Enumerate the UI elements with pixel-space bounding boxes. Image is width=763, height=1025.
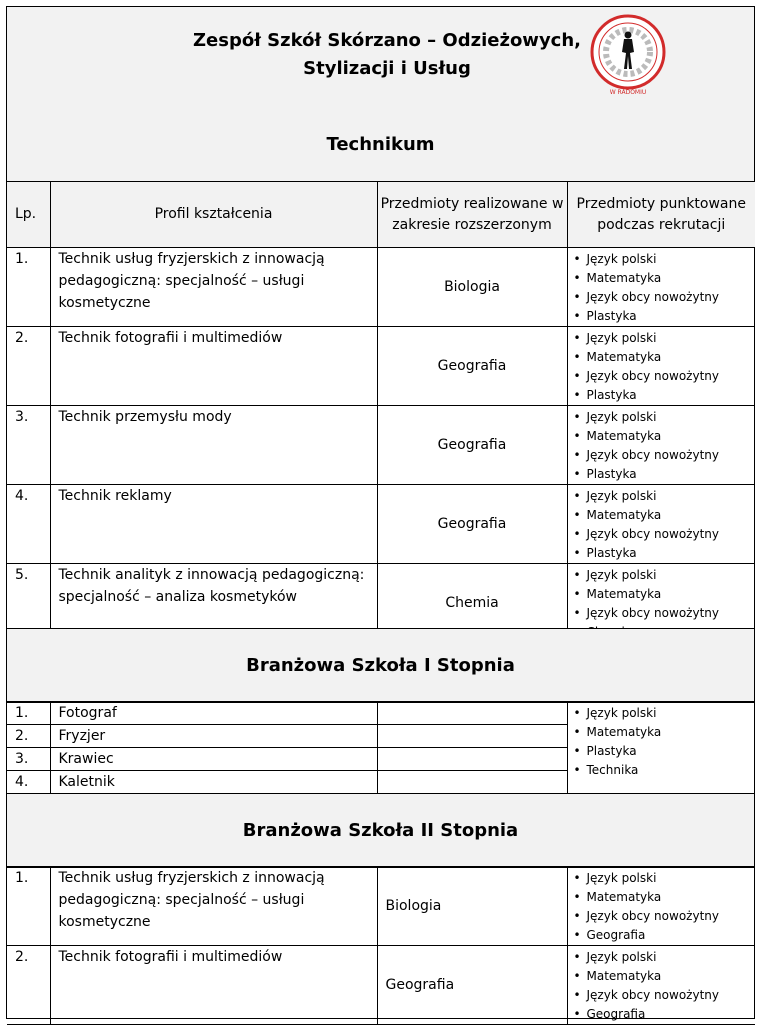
technikum-table — [7, 181, 755, 643]
column-header-profile: Profil kształcenia — [50, 182, 377, 248]
scored-subjects — [567, 485, 755, 564]
list-item: • Język obcy nowożytny — [574, 367, 756, 386]
row-number: 2. — [7, 327, 50, 406]
list-item: • Matematyka — [574, 506, 756, 525]
svg-text:W RADOMIU: W RADOMIU — [609, 89, 647, 96]
extended-subject: Geografia — [377, 485, 567, 564]
table-row — [7, 702, 755, 725]
profile-name: Fryzjer — [50, 725, 377, 748]
list-item: • Język polski — [574, 948, 756, 967]
profile-name: Technik fotografii i multimediów — [50, 946, 377, 1025]
scored-subjects — [567, 406, 755, 485]
list-item: • Język polski — [574, 329, 756, 348]
table-row — [7, 406, 755, 485]
row-number: 3. — [7, 406, 50, 485]
list-item: • Język polski — [574, 869, 756, 888]
list-item: • Matematyka — [574, 888, 756, 907]
list-item: • Język obcy nowożytny — [574, 525, 756, 544]
section-title: Branżowa Szkoła II Stopnia — [242, 820, 519, 841]
table-header-row — [7, 182, 755, 248]
extended-subject — [377, 748, 567, 771]
list-item: • Matematyka — [574, 269, 756, 288]
list-item: • Język polski — [574, 250, 756, 269]
row-number: 2. — [7, 946, 50, 1025]
row-number: 5. — [7, 564, 50, 643]
table-row — [7, 327, 755, 406]
extended-subject — [377, 771, 567, 794]
list-item: • Język obcy nowożytny — [574, 604, 756, 623]
section-title: Branżowa Szkoła I Stopnia — [246, 655, 515, 676]
branzowa-2-table — [7, 866, 755, 1025]
document-page — [6, 6, 755, 1019]
column-header-scored: Przedmioty punktowane podczas rekrutacji — [567, 182, 755, 248]
school-logo-icon — [589, 12, 667, 104]
row-number: 1. — [7, 248, 50, 327]
list-item: • Matematyka — [574, 348, 756, 367]
scored-subjects — [567, 327, 755, 406]
extended-subject: Chemia — [377, 564, 567, 643]
profile-name: Fotograf — [50, 702, 377, 725]
list-item: • Matematyka — [574, 723, 756, 742]
list-item: • Język obcy nowożytny — [574, 288, 756, 307]
column-header-extended: Przedmioty realizowane w zakresie rozszerzonym — [377, 182, 567, 248]
extended-subject: Geografia — [377, 946, 567, 1025]
profile-name: Technik reklamy — [50, 485, 377, 564]
list-item: • Matematyka — [574, 585, 756, 604]
row-number: 3. — [7, 748, 50, 771]
extended-subject: Biologia — [377, 248, 567, 327]
table-row — [7, 867, 755, 946]
list-item: • Język polski — [574, 704, 756, 723]
scored-subjects — [567, 248, 755, 327]
extended-subject: Geografia — [377, 327, 567, 406]
row-number: 4. — [7, 771, 50, 794]
row-number: 2. — [7, 725, 50, 748]
document-header — [7, 7, 754, 109]
column-header-lp: Lp. — [7, 182, 50, 248]
profile-name: Kaletnik — [50, 771, 377, 794]
row-number: 1. — [7, 702, 50, 725]
section-branzowa-2 — [7, 793, 754, 868]
profile-name: Krawiec — [50, 748, 377, 771]
list-item: • Język obcy nowożytny — [574, 907, 756, 926]
row-number: 1. — [7, 867, 50, 946]
list-item: • Technika — [574, 761, 756, 780]
list-item: • Język polski — [574, 566, 756, 585]
table-row — [7, 248, 755, 327]
extended-subject — [377, 725, 567, 748]
extended-subject: Biologia — [377, 867, 567, 946]
table-row — [7, 946, 755, 1025]
list-item: • Plastyka — [574, 465, 756, 484]
list-item: • Plastyka — [574, 742, 756, 761]
school-name-line2: Stylizacji i Usług — [303, 58, 471, 79]
list-item: • Plastyka — [574, 386, 756, 405]
scored-subjects — [567, 946, 755, 1025]
scored-subjects — [567, 702, 755, 794]
section-branzowa-1 — [7, 628, 754, 703]
list-item: • Matematyka — [574, 967, 756, 986]
section-technikum — [7, 108, 754, 182]
list-item: • Plastyka — [574, 307, 756, 326]
branzowa-1-table — [7, 701, 755, 794]
list-item: • Język polski — [574, 487, 756, 506]
list-item: • Matematyka — [574, 427, 756, 446]
scored-subjects — [567, 867, 755, 946]
list-item: • Język polski — [574, 408, 756, 427]
extended-subject — [377, 702, 567, 725]
list-item: • Plastyka — [574, 544, 756, 563]
list-item: • Geografia — [574, 1005, 756, 1024]
row-number: 4. — [7, 485, 50, 564]
section-title: Technikum — [326, 134, 435, 155]
list-item: • Język obcy nowożytny — [574, 446, 756, 465]
list-item: • Język obcy nowożytny — [574, 986, 756, 1005]
profile-name: Technik usług fryzjerskich z innowacją pedagogiczną: specjalność – usługi kosmetyczne — [50, 867, 377, 946]
school-name-line1: Zespół Szkół Skórzano – Odzieżowych, — [192, 30, 581, 51]
list-item: • Geografia — [574, 926, 756, 945]
profile-name: Technik analityk z innowacją pedagogiczną: specjalność – analiza kosmetyków — [50, 564, 377, 643]
profile-name: Technik przemysłu mody — [50, 406, 377, 485]
extended-subject: Geografia — [377, 406, 567, 485]
profile-name: Technik usług fryzjerskich z innowacją pedagogiczną: specjalność – usługi kosmetyczne — [50, 248, 377, 327]
table-row — [7, 485, 755, 564]
profile-name: Technik fotografii i multimediów — [50, 327, 377, 406]
